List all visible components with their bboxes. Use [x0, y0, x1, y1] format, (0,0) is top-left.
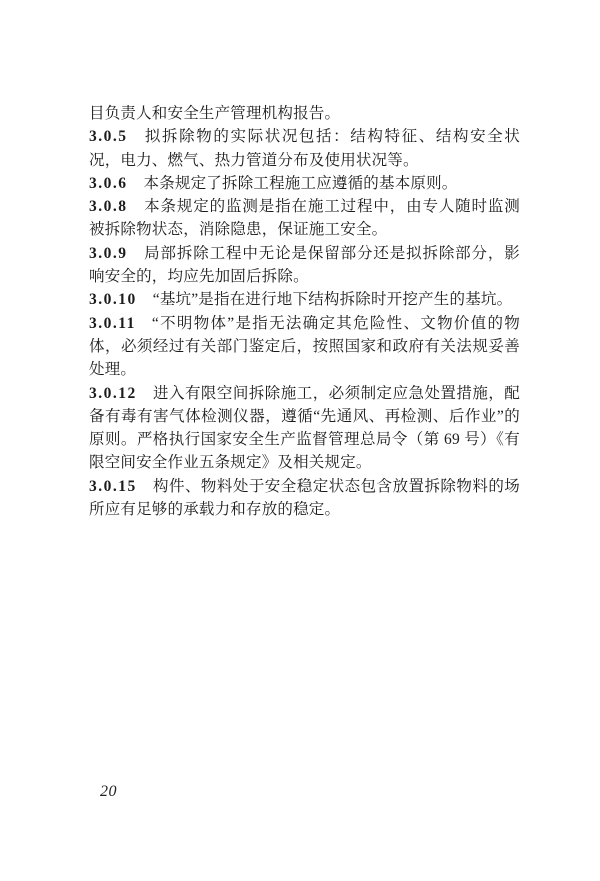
continuation-text: 目负责人和安全生产管理机构报告。	[89, 105, 341, 122]
clause-paragraph	[89, 125, 520, 172]
clause-text: 本条规定了拆除工程施工应遵循的基本原则。	[143, 174, 458, 192]
clause-paragraph	[89, 475, 520, 522]
clause-number: 3.0.11	[89, 314, 136, 332]
page-number: 20	[100, 783, 117, 800]
clause-number: 3.0.9	[89, 244, 128, 262]
body-text	[89, 102, 520, 521]
continuation-paragraph	[89, 102, 520, 125]
clause-number: 3.0.12	[89, 384, 137, 402]
clause-paragraph	[89, 288, 520, 311]
clause-text: 局部拆除工程中无论是保留部分还是拟拆除部分，影响安全的，均应先加固后拆除。	[89, 244, 520, 286]
clause-text: 进入有限空间拆除施工，必须制定应急处置措施，配备有毒有害气体检测仪器，遵循“先通风、再检测、后作业”的原则。严格执行国家安全生产监督管理总局令（第 69 号）《有限空间安全作业五条规定》及相关规定。	[89, 384, 520, 472]
clause-number: 3.0.15	[89, 477, 137, 495]
clause-text: 拟拆除物的实际状况包括：结构特征、结构安全状况，电力、燃气、热力管道分布及使用状况等。	[89, 128, 520, 169]
clause-text: “基坑”是指在进行地下结构拆除时开挖产生的基坑。	[152, 291, 513, 309]
clause-paragraph	[89, 242, 520, 289]
clause-number: 3.0.8	[89, 198, 128, 216]
clause-number: 3.0.6	[89, 174, 128, 192]
clause-number: 3.0.5	[89, 128, 128, 146]
clause-paragraph	[89, 382, 520, 475]
clause-number: 3.0.10	[89, 291, 137, 309]
clause-text: 本条规定的监测是指在施工过程中，由专人随时监测被拆除物状态，消除隐患，保证施工安全。	[89, 198, 520, 239]
clause-list	[89, 125, 520, 521]
clause-paragraph	[89, 172, 520, 195]
clause-paragraph	[89, 312, 520, 382]
clause-paragraph	[89, 195, 520, 242]
clause-text: 构件、物料处于安全稳定状态包含放置拆除物料的场所应有足够的承载力和存放的稳定。	[89, 477, 520, 519]
clause-text: “不明物体”是指无法确定其危险性、文物价值的物体，必须经过有关部门鉴定后，按照国家和政府有关法规妥善处理。	[89, 314, 520, 379]
